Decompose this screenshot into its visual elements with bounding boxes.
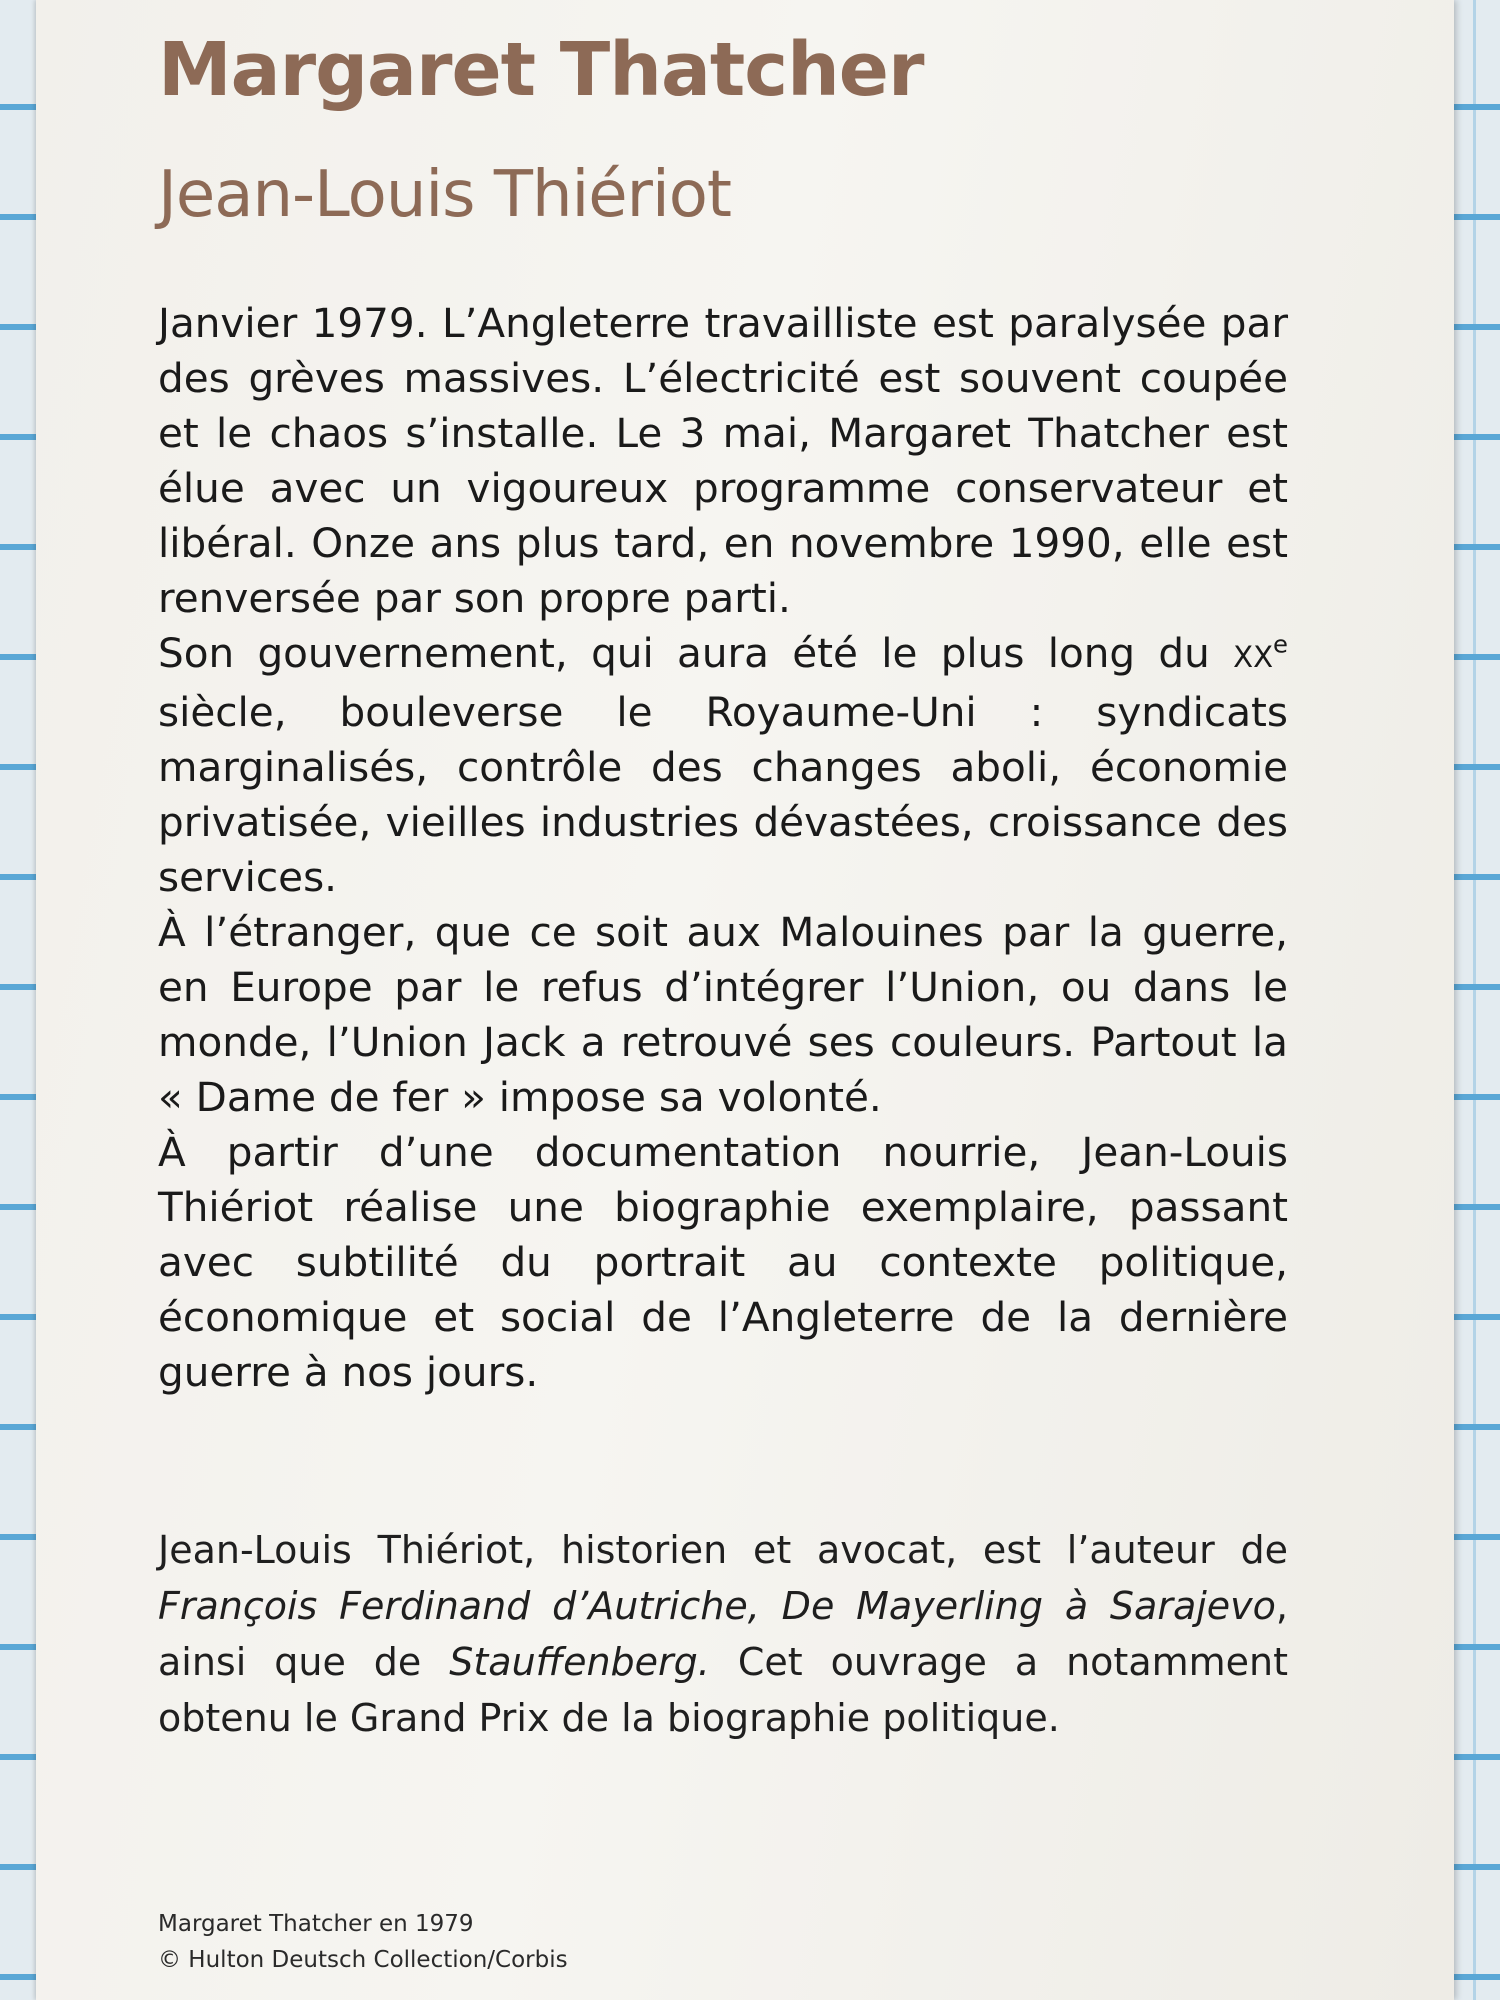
book-title: Margaret Thatcher — [158, 27, 924, 113]
blurb — [158, 296, 1288, 1400]
blurb-paragraph-3: À l’étranger, que ce soit aux Malouines par la guerre, en Europe par le refus d’intégrer l’Union, ou dans le monde, l’Union Jack a retrouvé ses couleurs. Partout la « Dame de fer » impose sa volonté. — [158, 908, 1288, 1121]
bio-mid: , ainsi que de — [158, 1584, 1288, 1684]
bio-book-2: Stauffenberg. — [449, 1640, 710, 1684]
book-author: Jean-Louis Thiériot — [158, 158, 731, 232]
photo-credit-block — [158, 1906, 568, 1978]
blurb-paragraph-1: Janvier 1979. L’Angleterre travailliste est paralysée par des grèves massives. L’électricité est souvent coupée et le chaos s’installe. Le 3 mai, Margaret Thatcher est élue avec un vigoureux programme conservateur et libéral. Onze ans plus tard, en novembre 1990, elle est renversée par son propre parti. — [158, 299, 1288, 622]
author-bio — [158, 1522, 1288, 1746]
photo-credit: © Hulton Deutsch Collection/Corbis — [158, 1947, 568, 1973]
century-numeral: XX — [1233, 640, 1274, 674]
blurb-paragraph-4: À partir d’une documentation nourrie, Jean-Louis Thiériot réalise une biographie exemplaire, passant avec subtilité du portrait au contexte politique, économique et social de l’Angleterre de la dernière guerre à nos jours. — [158, 1128, 1288, 1396]
bio-lead: Jean-Louis Thiériot, historien et avocat, est l’auteur de — [158, 1528, 1288, 1572]
blurb-paragraph-2 — [158, 626, 1288, 905]
century-superscript: e — [1273, 629, 1288, 659]
book-back-cover — [36, 0, 1454, 2000]
p2-before: Son gouvernement, qui aura été le plus long du — [158, 629, 1234, 677]
photo-caption: Margaret Thatcher en 1979 — [158, 1911, 474, 1937]
bio-tail: Cet ouvrage a notamment obtenu le Grand Prix de la biographie politique. — [158, 1640, 1289, 1740]
p2-after: siècle, bouleverse le Royaume-Uni : syndicats marginalisés, contrôle des changes aboli, économie privatisée, vieilles industries dévastées, croissance des services. — [158, 688, 1288, 901]
bio-book-1: François Ferdinand d’Autriche, De Mayerling à Sarajevo — [158, 1584, 1276, 1628]
